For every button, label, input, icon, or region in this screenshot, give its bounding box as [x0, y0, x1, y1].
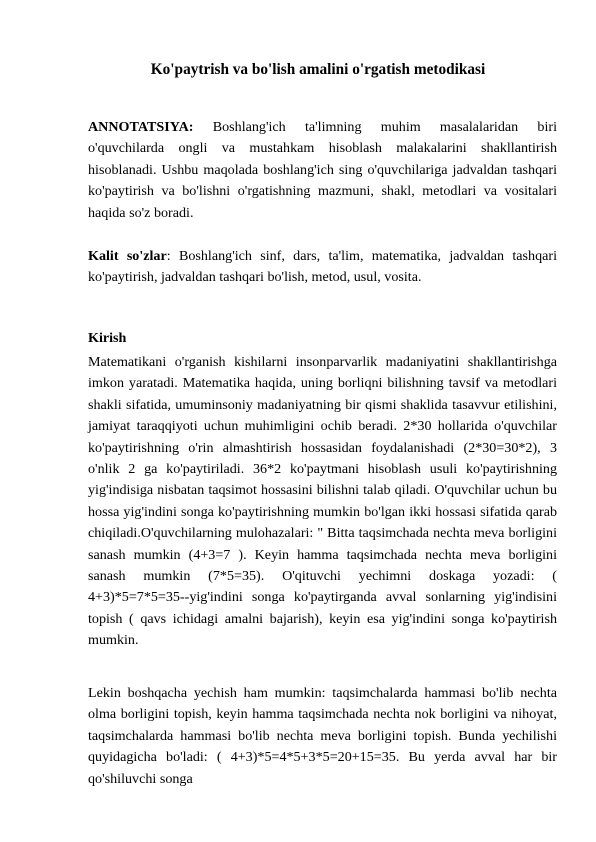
- abstract-label: ANNOTATSIYA:: [88, 119, 194, 135]
- intro-paragraph-2: Lekin boshqacha yechish ham mumkin: taqsimchalarda hammasi bo'lib nechta olma borligini topish, keyin hamma taqsimchada nechta nok borligini va nihoyat, taqsimchalarda hammasi bo'lib nechta meva borligini topish. Bunda yechilishi quyidagicha bo'ladi: ( 4+3)*5=4*5+3*5=20+15=35. Bu yerda avval har bir qo'shiluvchi songa: [88, 685, 557, 787]
- keywords-label: Kalit so'zlar: [88, 248, 167, 264]
- keywords-text: : Boshlang'ich sinf, dars, ta'lim, matematika, jadvaldan tashqari ko'paytirish, jadvaldan tashqari bo'lish, metod, usul, vosita.: [88, 248, 557, 286]
- keywords-paragraph: [88, 246, 557, 289]
- paper-title: Ko'paytrish va bo'lish amalini o'rgatish metodikasi: [150, 61, 486, 78]
- section-heading-intro: Kirish: [88, 330, 127, 346]
- abstract-text: Boshlang'ich ta'limning muhim masalalaridan biri o'quvchilarda ongli va mustahkam hisoblash malakalarini shakllantirish hisoblanadi. Ushbu maqolada boshlang'ich sing o'quvchilariga jadvaldan tashqari ko'paytirish va bo'lishni o'rgatishning mazmuni, shakl, metodlari va vositalari haqida so'z boradi.: [88, 119, 558, 221]
- abstract-paragraph: [88, 117, 557, 224]
- intro-paragraph-1: Matematikani o'rganish kishilarni insonparvarlik madaniyatini shakllantirishga imkon yaratadi. Matematika haqida, uning borliqni bilishning tavsif va metodlari shakli sifatida, umuminsoniy madaniyatning bir qismi shaklida tasavvur etilishini, jamiyat taraqqiyoti uchun muhimligini ochib beradi. 2*30 hollarida o'quvchilar ko'paytirishning o'rin almashtirish hossasidan foydalanishadi (2*30=30*2), 3 o'nlik 2 ga ko'paytiriladi. 36*2 ko'paytmani hisoblash usuli ko'paytirishning yig'indisiga nisbatan taqsimot hossasini bilishni talab qiladi. O'quvchilar uchun bu hossa yig'indini songa ko'paytirishning mumkin bo'lgan ikki hossasi sifatida qarab chiqiladi.O'quvchilarning mulohazalari: " Bitta taqsimchada nechta meva borligini sanash mumkin (4+3=7 ). Keyin hamma taqsimchada nechta meva borligini sanash mumkin (7*5=35). O'qituvchi yechimni doskaga yozadi: ( 4+3)*5=7*5=35--yig'indini songa ko'paytirganda avval sonlarning yig'indisini topish ( qavs ichidagi amalni bajarish), keyin esa yig'indini songa ko'paytirish mumkin.: [88, 354, 557, 649]
